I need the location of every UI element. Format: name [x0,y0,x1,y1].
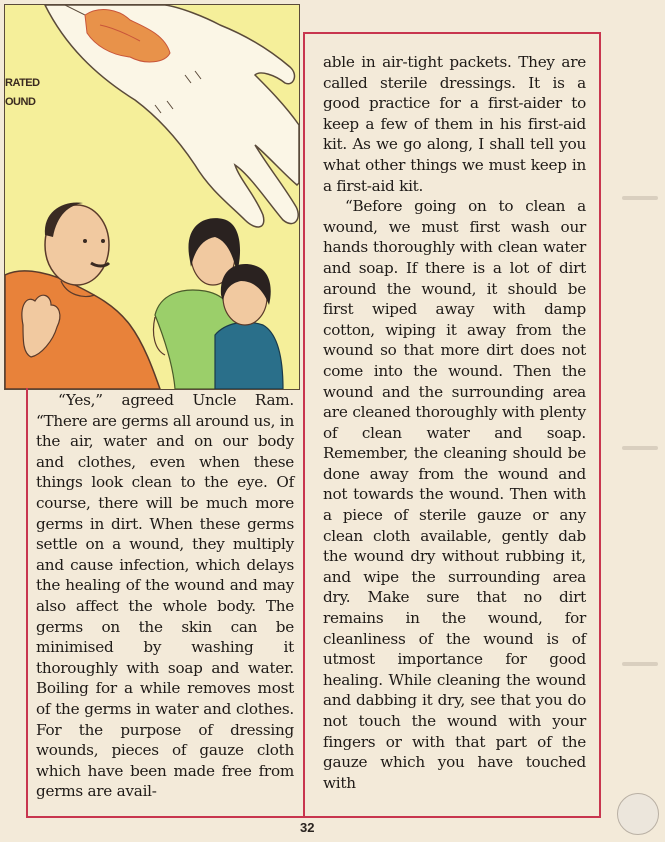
bottom-red-rule [26,816,601,818]
library-stamp-icon [617,793,659,835]
margin-mark [622,196,658,200]
margin-mark [622,446,658,450]
left-red-rule [26,388,28,818]
illustration-panel [4,4,300,390]
left-text-column [36,390,294,802]
right-paragraph-1: able in air-tight packets. They are called sterile dressings. It is a good practice for a first-aider to keep a few of them in his first-aid kit. As we go along, I shall tell you what other things we must keep in a first-aid kit. [323,53,586,195]
illustration-label-bottom: OUND [5,96,36,108]
right-red-rule [599,32,601,818]
right-paragraph-2: “Before going on to clean a wound, we must first wash our hands thoroughly with clean water and soap. If there is a lot of dirt around the wound, it should be first wiped away with damp cotton, wiping it away from the wound so that more dirt does not come into the wound. Then the wound and the surrounding area are cleaned thoroughly with plenty of clean water and soap. Remember, the cleaning should be done away from the wound and not towards the wound. Then with a piece of sterile gauze or any clean cloth available, gently dab the wound dry without rubbing it, and wipe the surrounding area dry. Make sure that no dirt remains in the wound, for cleanliness of the wound is of utmost importance for good healing. While cleaning the wound and dabbing it dry, see that you do not touch the wound with your fingers or with that part of the gauze which you have touched with [323,197,586,792]
illustration-label-top: RATED [5,77,40,89]
left-paragraph: “Yes,” agreed Uncle Ram. “There are germs all around us, in the air, water and on our body and clothes, even when these things look clean to the eye. Of course, there will be much more germs in dirt. When these germs settle on a wound, they multiply and cause infection, which delays the healing of the wound and may also affect the whole body. The germs on the skin can be minimised by washing it thoroughly with soap and water. Boiling for a while removes most of the germs in water and clothes. For the purpose of dressing wounds, pieces of gauze cloth which have been made free from germs are avail- [36,391,294,801]
right-text-column [323,52,586,793]
top-red-rule [303,32,601,34]
center-red-rule [303,32,305,818]
illustration-drawing [5,5,299,389]
page-number: 32 [300,820,315,835]
margin-mark [622,662,658,666]
